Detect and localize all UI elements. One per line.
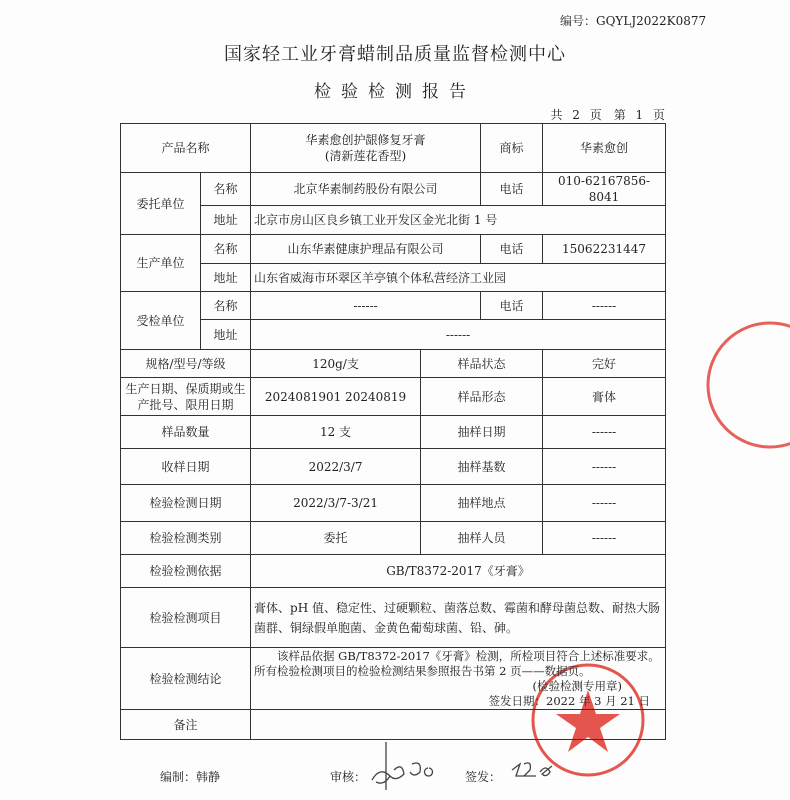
client-phone: 010-62167856-8041 — [543, 173, 666, 206]
organization-name: 国家轻工业牙膏蜡制品质量监督检测中心 — [224, 44, 566, 65]
remark-value — [251, 710, 666, 740]
report-title: 检验检测报告 — [314, 82, 476, 102]
inspected-label: 受检单位 — [121, 292, 201, 350]
row-label: 抽样人员 — [421, 522, 543, 555]
row-label: 收样日期 — [121, 449, 251, 485]
client-address: 北京市房山区良乡镇工业开发区金光北街 1 号 — [251, 206, 666, 235]
editor: 编制：韩静 — [160, 770, 221, 784]
producer-address: 山东省威海市环翠区羊亭镇个体私营经济工业园 — [251, 264, 666, 292]
issue-date: 签发日期：2022 年 3 月 21 日 — [488, 693, 651, 708]
inspected-phone-label: 电话 — [481, 292, 543, 320]
row-value: ------ — [543, 449, 666, 485]
inspected-address-label: 地址 — [201, 320, 251, 350]
inspected-name: ------ — [251, 292, 481, 320]
row-value: 12 支 — [251, 416, 421, 449]
row-value: 膏体 — [543, 378, 666, 416]
edge-seal — [708, 323, 790, 447]
row-value: 完好 — [543, 350, 666, 378]
row-value: 120g/支 — [251, 350, 421, 378]
reviewer-label: 审核： — [330, 770, 367, 784]
row-label: 抽样日期 — [421, 416, 543, 449]
report-table — [120, 123, 666, 740]
conclusion-text: 该样品依据 GB/T8372-2017《牙膏》检测，所检项目符合上述标准要求。所有检验检测项目的检验检测结果参照报告书第 2 页——数据页。 — [254, 648, 660, 678]
row-label: 检验检测日期 — [121, 485, 251, 522]
page-count: 共 2 页 第 1 页 — [550, 108, 665, 122]
row-label: 生产日期、保质期或生产批号、限用日期 — [121, 378, 251, 416]
issuer-label: 签发： — [465, 770, 502, 784]
issuer-signature — [512, 763, 552, 776]
client-name-label: 名称 — [201, 173, 251, 206]
producer-name: 山东华素健康护理品有限公司 — [251, 235, 481, 264]
client-address-label: 地址 — [201, 206, 251, 235]
items-label: 检验检测项目 — [121, 588, 251, 648]
producer-name-label: 名称 — [201, 235, 251, 264]
inspected-address: ------ — [251, 320, 666, 350]
product-variant: (清新莲花香型) — [324, 149, 407, 163]
remark-label: 备注 — [121, 710, 251, 740]
row-label: 规格/型号/等级 — [121, 350, 251, 378]
conclusion-label: 检验检测结论 — [121, 648, 251, 710]
row-label: 样品形态 — [421, 378, 543, 416]
row-value: ------ — [543, 485, 666, 522]
row-label: 抽样基数 — [421, 449, 543, 485]
producer-address-label: 地址 — [201, 264, 251, 292]
producer-phone: 15062231447 — [543, 235, 666, 264]
row-value: 2024081901 20240819 — [251, 378, 421, 416]
inspected-name-label: 名称 — [201, 292, 251, 320]
row-value: 2022/3/7 — [251, 449, 421, 485]
brand-label: 商标 — [481, 124, 543, 173]
client-name: 北京华素制药股份有限公司 — [251, 173, 481, 206]
producer-label: 生产单位 — [121, 235, 201, 292]
basis-value: GB/T8372-2017《牙膏》 — [251, 555, 666, 588]
product-label: 产品名称 — [121, 124, 251, 173]
client-phone-label: 电话 — [481, 173, 543, 206]
basis-label: 检验检测依据 — [121, 555, 251, 588]
items-value: 膏体、pH 值、稳定性、过硬颗粒、菌落总数、霉菌和酵母菌总数、耐热大肠菌群、铜绿假单胞菌、金黄色葡萄球菌、铅、砷。 — [251, 588, 666, 648]
brand-value: 华素愈创 — [543, 124, 666, 173]
inspected-phone: ------ — [543, 292, 666, 320]
conclusion-seal: (检验检测专用章) — [532, 678, 623, 693]
document-number: 编号：GQYLJ2022K0877 — [560, 14, 707, 28]
client-label: 委托单位 — [121, 173, 201, 235]
row-value: 委托 — [251, 522, 421, 555]
row-label: 检验检测类别 — [121, 522, 251, 555]
row-value: ------ — [543, 416, 666, 449]
row-value: ------ — [543, 522, 666, 555]
producer-phone-label: 电话 — [481, 235, 543, 264]
row-label: 样品状态 — [421, 350, 543, 378]
reviewer-signature — [372, 742, 433, 790]
row-value: 2022/3/7-3/21 — [251, 485, 421, 522]
row-label: 抽样地点 — [421, 485, 543, 522]
row-label: 样品数量 — [121, 416, 251, 449]
product-name: 华素愈创护龈修复牙膏 — [305, 133, 426, 147]
